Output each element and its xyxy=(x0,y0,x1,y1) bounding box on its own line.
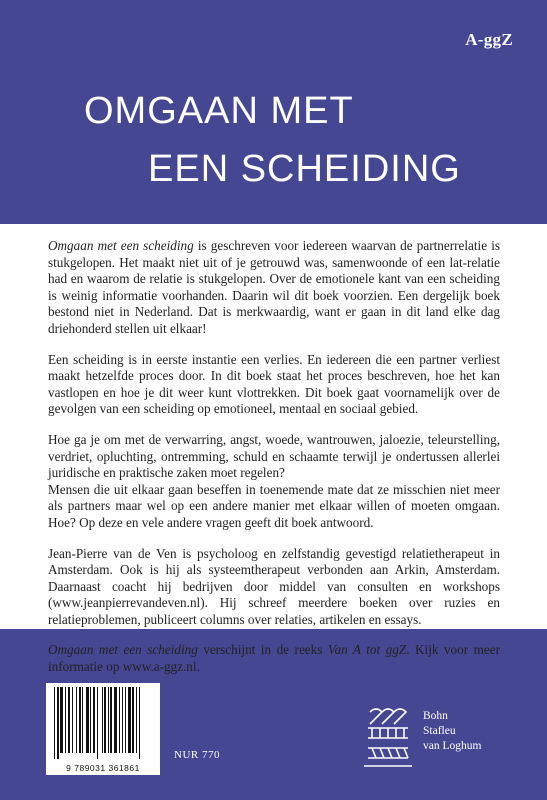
barcode-bar xyxy=(110,687,112,753)
barcode-bar xyxy=(128,687,131,753)
barcode xyxy=(46,683,160,775)
paragraph-2: Een scheiding is in eerste instantie een verlies. En iedereen die een partner verliest maakt hetzelfde proces door. In dit boek staat het proces beschreven, hoe het kan vastlopen en hoe je dit weer kunt vlottrekken. Dit boek gaat voornamelijk over de gevolgen van een scheiding op emotioneel, mentaal en sociaal gebied. xyxy=(48,351,500,417)
paragraph-1-text: is geschreven voor iedereen waarvan de partnerrelatie is stukgelopen. Het maakt niet uit of je getrouwd was, samenwoonde of een lat-relatie had en waarom de relatie is stukgelopen. Over de emotionele kant van een scheiding is weinig informatie voorhanden. Daarin wil dit boek voorzien. Een dergelijk boek bestond niet in Nederland. Dat is merkwaardig, want er gaan in dit land elke dag driehonderd stellen uit elkaar! xyxy=(48,238,500,336)
publisher-line-2: Stafleu xyxy=(423,725,456,737)
bsl-logo-icon xyxy=(362,706,414,774)
book-title-italic: Omgaan met een scheiding xyxy=(48,238,194,253)
book-title-italic: Omgaan met een scheiding xyxy=(48,642,198,658)
isbn-number: 9 789031 361861 xyxy=(66,763,140,773)
series-note-text: verschijnt in de reeks xyxy=(197,642,328,658)
barcode-bar xyxy=(93,687,95,753)
barcode-bar xyxy=(119,687,120,753)
barcode-bar xyxy=(79,687,81,753)
title-line-2: EEN SCHEIDING xyxy=(148,148,461,190)
paragraph-1 xyxy=(48,238,500,338)
title-line-1: OMGAAN MET xyxy=(84,90,354,132)
barcode-bar xyxy=(72,687,73,753)
publisher-line-1: Bohn xyxy=(423,710,448,722)
barcode-bar xyxy=(136,687,137,753)
barcode-bar xyxy=(57,687,59,759)
barcode-bar xyxy=(114,687,117,753)
barcode-bar xyxy=(65,687,66,753)
barcode-bar xyxy=(125,687,126,753)
barcode-bar xyxy=(104,687,106,753)
barcode-bar xyxy=(76,687,77,753)
barcode-bar xyxy=(108,687,109,753)
barcode-bar xyxy=(54,687,55,759)
barcode-bar xyxy=(97,687,98,759)
author-bio: Jean-Pierre van de Ven is psycholoog en zelfstandig gevestigd relatietherapeut in Amsterdam. Ook is hij als systeemtherapeut verbonden aan Arkin, Amsterdam. Daarnaast coacht hij bedrijven door middel van consulten en workshops (www.jeanpierrevandeven.nl). Hij schreef meerdere boeken over ruzies en relatieproblemen, publiceert columns over relaties, artikelen en essays. xyxy=(48,545,500,627)
barcode-bar xyxy=(139,687,140,759)
publisher-name xyxy=(423,709,481,754)
nur-code: NUR 770 xyxy=(174,749,220,761)
barcode-bar xyxy=(68,687,70,753)
barcode-bar xyxy=(122,687,123,753)
series-note-end: . Kijk voor meer informatie op www.a-ggz.nl. xyxy=(48,642,500,675)
barcode-bar xyxy=(86,687,89,753)
barcode-bars xyxy=(52,687,154,759)
paragraph-3: Hoe ga je om met de verwarring, angst, woede, wantrouwen, jaloezie, teleurstelling, verdriet, opluchting, ontremming, schuld en schaamte terwijl je ondertussen allerlei juridische en praktische zaken moet regelen? xyxy=(48,431,500,481)
barcode-bar xyxy=(102,687,103,753)
barcode-bar xyxy=(60,687,63,753)
barcode-bar xyxy=(132,687,134,753)
publisher-line-3: van Loghum xyxy=(423,740,482,752)
barcode-bar xyxy=(82,687,83,753)
paragraph-4: Mensen die uit elkaar gaan beseffen in toenemende mate dat ze misschien niet meer als partners maar wel op een andere manier met elkaar willen of moeten omgaan. Hoe? Op deze en vele andere vragen geeft dit boek antwoord. xyxy=(48,481,500,530)
blurb xyxy=(48,238,500,690)
barcode-bar xyxy=(90,687,91,753)
series-note xyxy=(48,642,500,675)
series-label: A-ggZ xyxy=(465,30,513,49)
series-name-italic: Van A tot ggZ xyxy=(327,642,407,658)
